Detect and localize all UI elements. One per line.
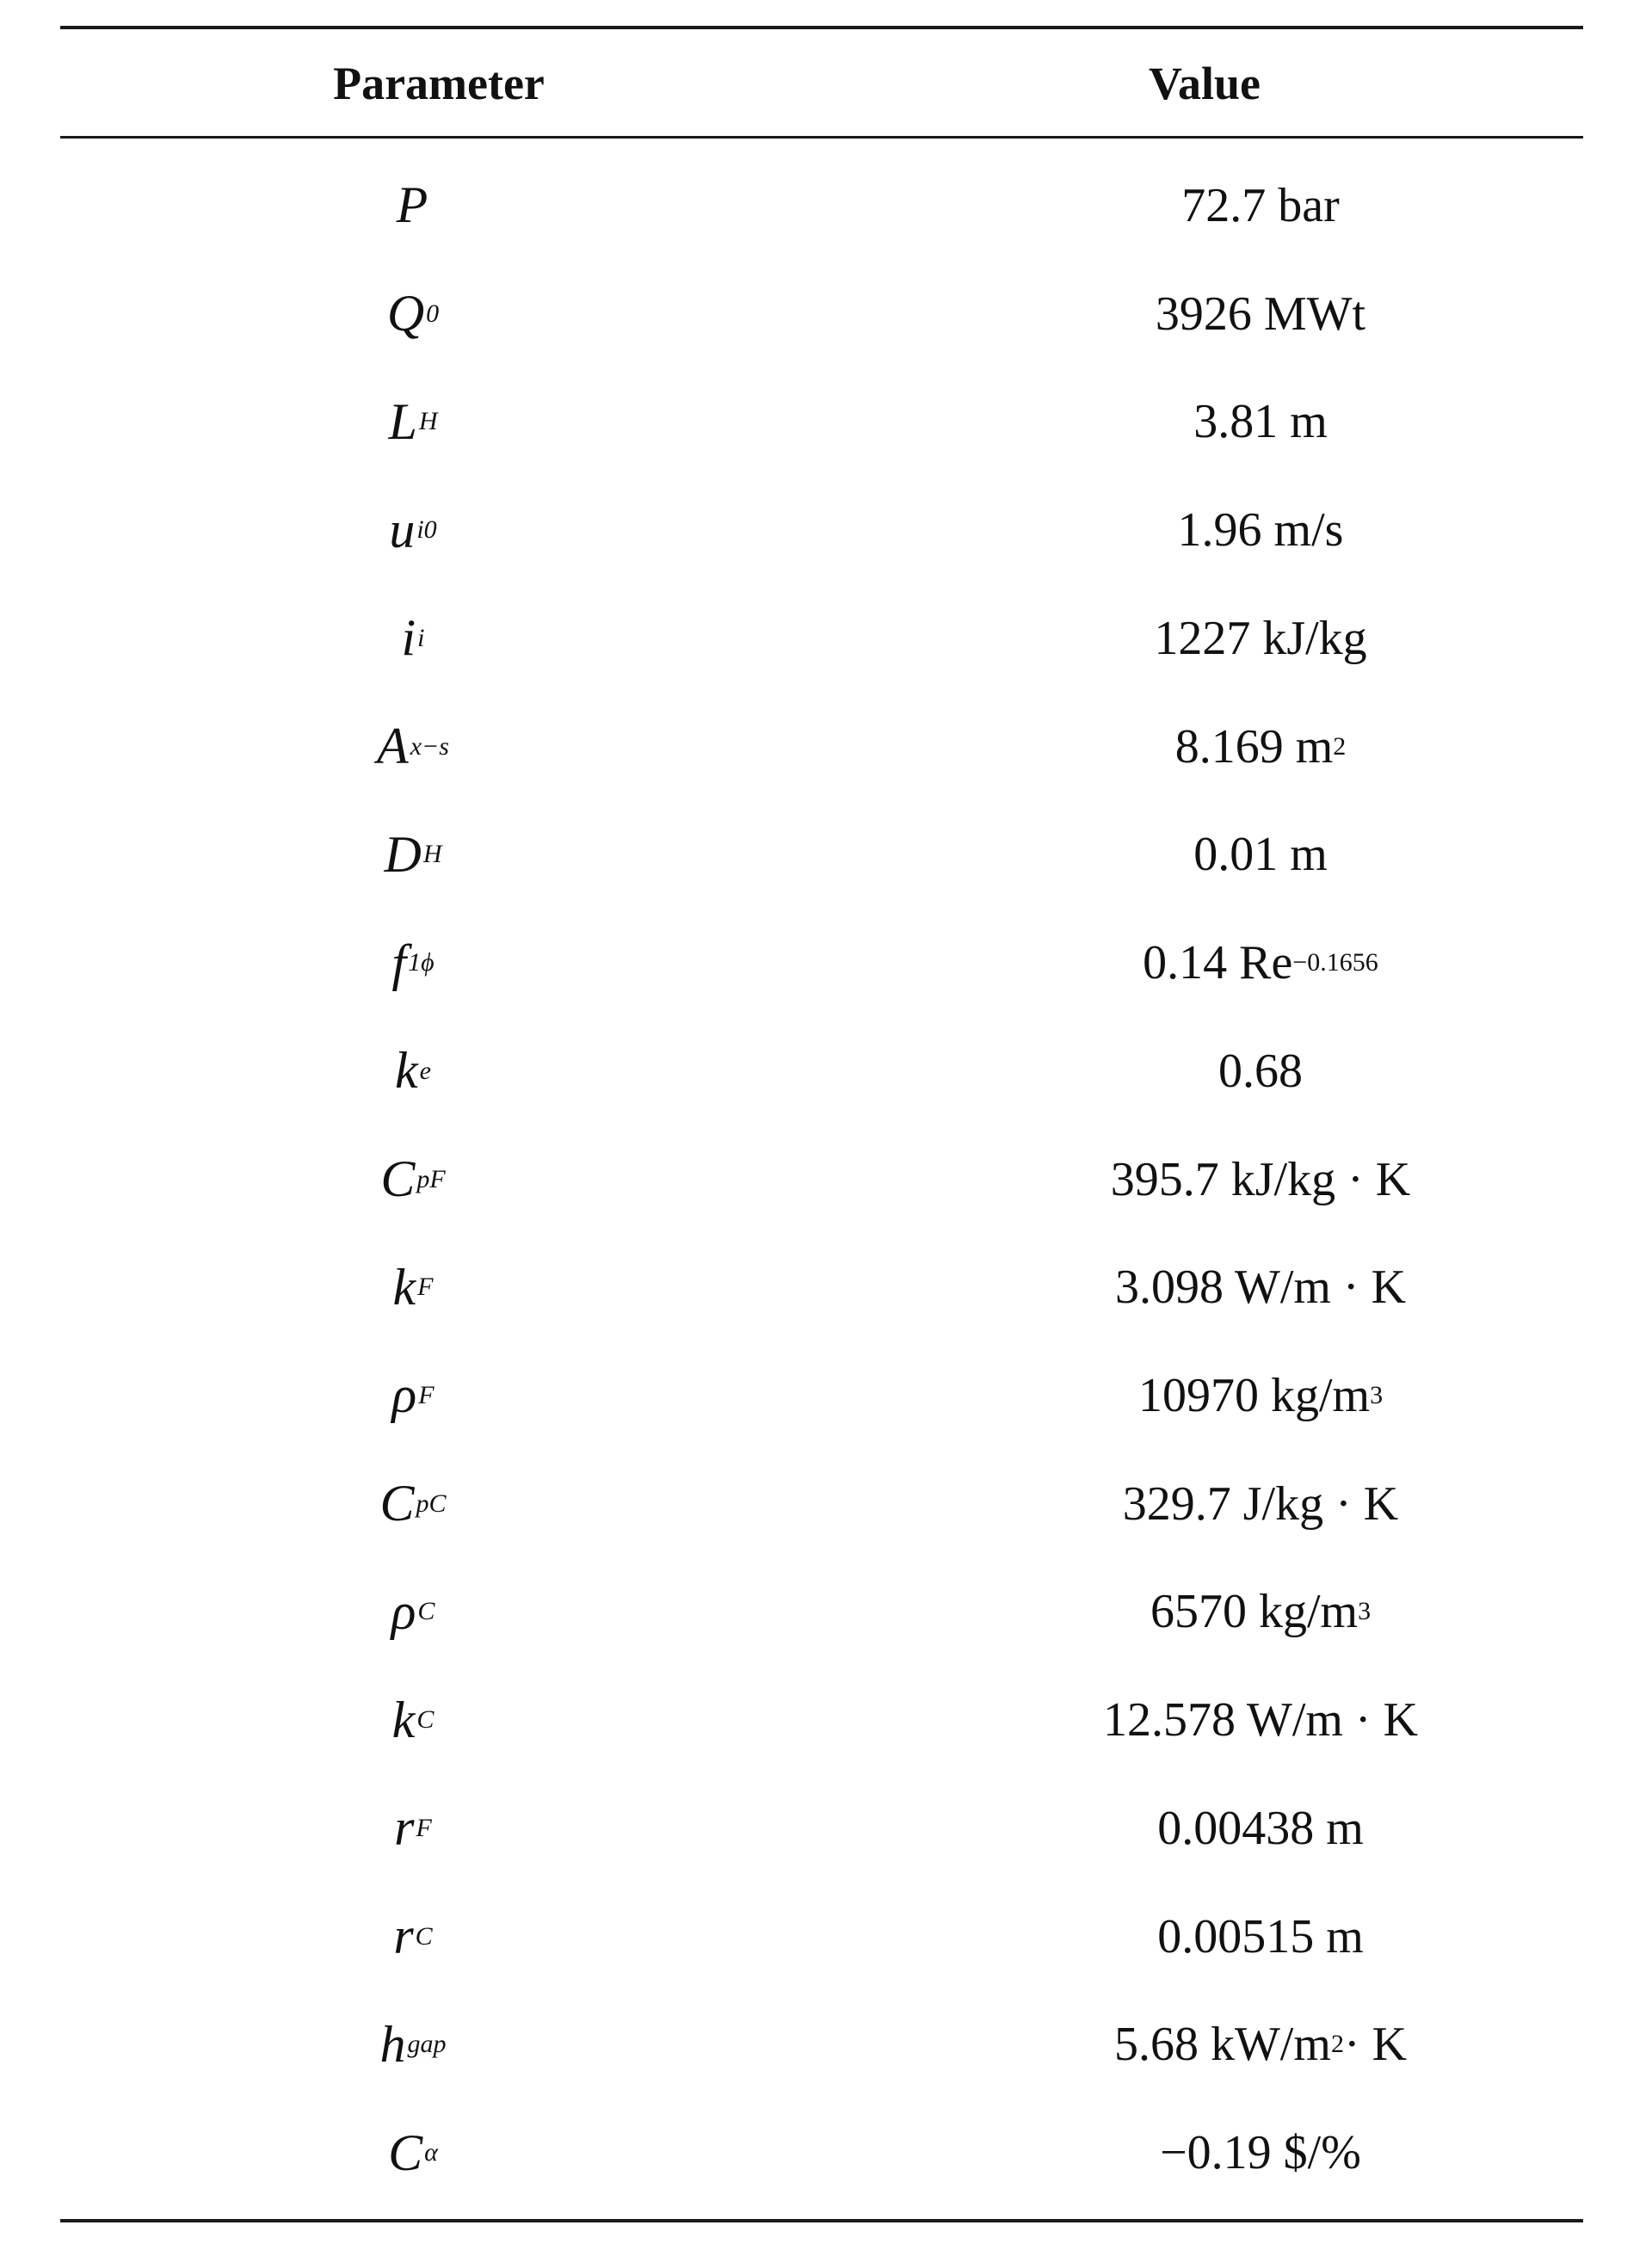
value-cell [921, 1240, 1600, 1334]
table-row [60, 158, 1583, 253]
table-bottom-rule [60, 2219, 1583, 2222]
value-text: 3926 MWt [1155, 287, 1366, 341]
value-superscript: 3 [1358, 1597, 1372, 1626]
parameter-subscript: e [419, 1056, 431, 1085]
value-text: 10970 kg/m [1137, 1368, 1371, 1422]
parameter-symbol: D [384, 825, 422, 883]
parameter-subscript: F [417, 1273, 434, 1302]
parameter-subscript: C [417, 1597, 435, 1626]
value-cell [921, 700, 1600, 794]
table-row [60, 1889, 1583, 1984]
table-row [60, 1132, 1583, 1227]
parameter-subscript: C [416, 1705, 435, 1735]
parameter-cell [232, 1997, 594, 2092]
parameter-symbol: r [393, 1908, 414, 1965]
table-row [60, 700, 1583, 794]
table-header-rule [60, 136, 1583, 139]
parameter-cell [232, 915, 594, 1010]
value-cell [921, 267, 1600, 361]
value-superscript: 2 [1330, 2030, 1344, 2059]
table-row [60, 807, 1583, 902]
value-text: 0.01 m [1193, 828, 1328, 882]
parameter-symbol: L [388, 392, 417, 450]
table-row [60, 483, 1583, 577]
parameter-subscript: H [418, 407, 438, 436]
value-superscript: −0.1656 [1292, 948, 1378, 977]
parameter-symbol: Q [386, 285, 425, 342]
table-row [60, 591, 1583, 686]
parameter-symbol: C [379, 1475, 415, 1532]
value-superscript: 3 [1370, 1380, 1384, 1409]
value-text: 0.68 [1218, 1044, 1303, 1098]
value-cell [921, 915, 1600, 1010]
parameter-symbol: i [401, 609, 416, 667]
table-row [60, 915, 1583, 1010]
parameter-subscript: F [418, 1380, 435, 1409]
value-text: 0.00515 m [1157, 1909, 1364, 1963]
table-row [60, 1997, 1583, 2092]
table-row [60, 2105, 1583, 2200]
value-cell [921, 2105, 1600, 2200]
value-cell [921, 1781, 1600, 1876]
value-text: 6570 kg/m [1150, 1585, 1359, 1639]
parameter-symbol: ρ [391, 1366, 417, 1424]
parameter-symbol: P [396, 176, 428, 234]
parameter-symbol: f [391, 934, 407, 991]
value-text: 0.00438 m [1157, 1801, 1364, 1855]
parameter-symbol: C [388, 2123, 423, 2181]
parameter-cell [232, 1240, 594, 1334]
value-cell [921, 374, 1600, 469]
parameter-cell [232, 1348, 594, 1443]
table-row [60, 1240, 1583, 1334]
value-cell [921, 1889, 1600, 1984]
table-row [60, 1457, 1583, 1551]
parameter-cell [232, 1781, 594, 1876]
parameter-subscript: pC [416, 1489, 447, 1518]
value-text: 3.81 m [1193, 395, 1328, 449]
parameter-subscript: i0 [416, 515, 437, 545]
value-cell [921, 483, 1600, 577]
value-cell [921, 807, 1600, 902]
header-parameter: Parameter [333, 58, 545, 109]
value-cell [921, 158, 1600, 253]
parameter-cell [232, 1132, 594, 1227]
value-cell [921, 1673, 1600, 1767]
table-row [60, 1024, 1583, 1119]
parameter-cell [232, 1673, 594, 1767]
parameter-cell [232, 483, 594, 577]
value-tail: · K [1343, 2018, 1408, 2072]
table-row [60, 374, 1583, 469]
value-text: 1.96 m/s [1177, 503, 1344, 558]
parameter-cell [232, 807, 594, 902]
parameter-cell [232, 374, 594, 469]
parameter-subscript: gap [407, 2030, 447, 2059]
parameter-subscript: 1ϕ [408, 948, 435, 977]
value-text: 3.098 W/m · K [1114, 1261, 1407, 1315]
parameter-subscript: F [416, 1813, 432, 1842]
parameter-cell [232, 1024, 594, 1119]
parameter-symbol: k [395, 1042, 418, 1100]
parameter-cell [232, 158, 594, 253]
value-cell [921, 1024, 1600, 1119]
parameter-cell [232, 2105, 594, 2200]
parameter-cell [232, 1457, 594, 1551]
value-text: 0.14 Re [1143, 936, 1293, 990]
table-top-rule [60, 26, 1583, 29]
parameter-subscript: H [422, 840, 442, 869]
table-row [60, 267, 1583, 361]
value-cell [921, 1564, 1600, 1659]
value-text: 1227 kJ/kg [1154, 611, 1367, 665]
table-row [60, 1564, 1583, 1659]
parameter-symbol: u [389, 501, 416, 558]
parameter-subscript: i [417, 623, 425, 652]
value-text: 5.68 kW/m [1113, 2018, 1331, 2072]
parameter-symbol: k [391, 1691, 416, 1748]
value-text: 72.7 bar [1181, 178, 1340, 232]
parameter-subscript: α [424, 2138, 438, 2167]
parameter-subscript: pF [416, 1164, 446, 1193]
value-text: 8.169 m [1174, 719, 1334, 774]
table-row [60, 1348, 1583, 1443]
value-cell [921, 1457, 1600, 1551]
value-text: 12.578 W/m · K [1102, 1693, 1419, 1747]
value-text: 329.7 J/kg · K [1122, 1476, 1399, 1531]
value-superscript: 2 [1333, 731, 1347, 761]
parameter-symbol: k [392, 1258, 416, 1316]
parameter-cell [232, 267, 594, 361]
parameter-symbol: r [394, 1799, 415, 1857]
table-row [60, 1673, 1583, 1767]
value-cell [921, 1997, 1600, 2092]
value-cell [921, 1348, 1600, 1443]
parameter-symbol: A [377, 718, 409, 775]
parameter-subscript: 0 [426, 299, 440, 328]
header-value: Value [1148, 58, 1261, 109]
value-cell [921, 1132, 1600, 1227]
parameter-subscript: C [415, 1921, 433, 1951]
parameter-cell [232, 1889, 594, 1984]
parameter-symbol: ρ [391, 1582, 416, 1640]
parameter-cell [232, 591, 594, 686]
parameter-cell [232, 700, 594, 794]
value-cell [921, 591, 1600, 686]
table-row [60, 1781, 1583, 1876]
parameter-cell [232, 1564, 594, 1659]
parameter-subscript: x−s [410, 731, 449, 761]
parameter-symbol: C [380, 1150, 416, 1207]
parameter-symbol: h [379, 2015, 406, 2073]
value-text: 395.7 kJ/kg · K [1110, 1152, 1411, 1206]
value-text: −0.19 $/% [1160, 2126, 1361, 2180]
